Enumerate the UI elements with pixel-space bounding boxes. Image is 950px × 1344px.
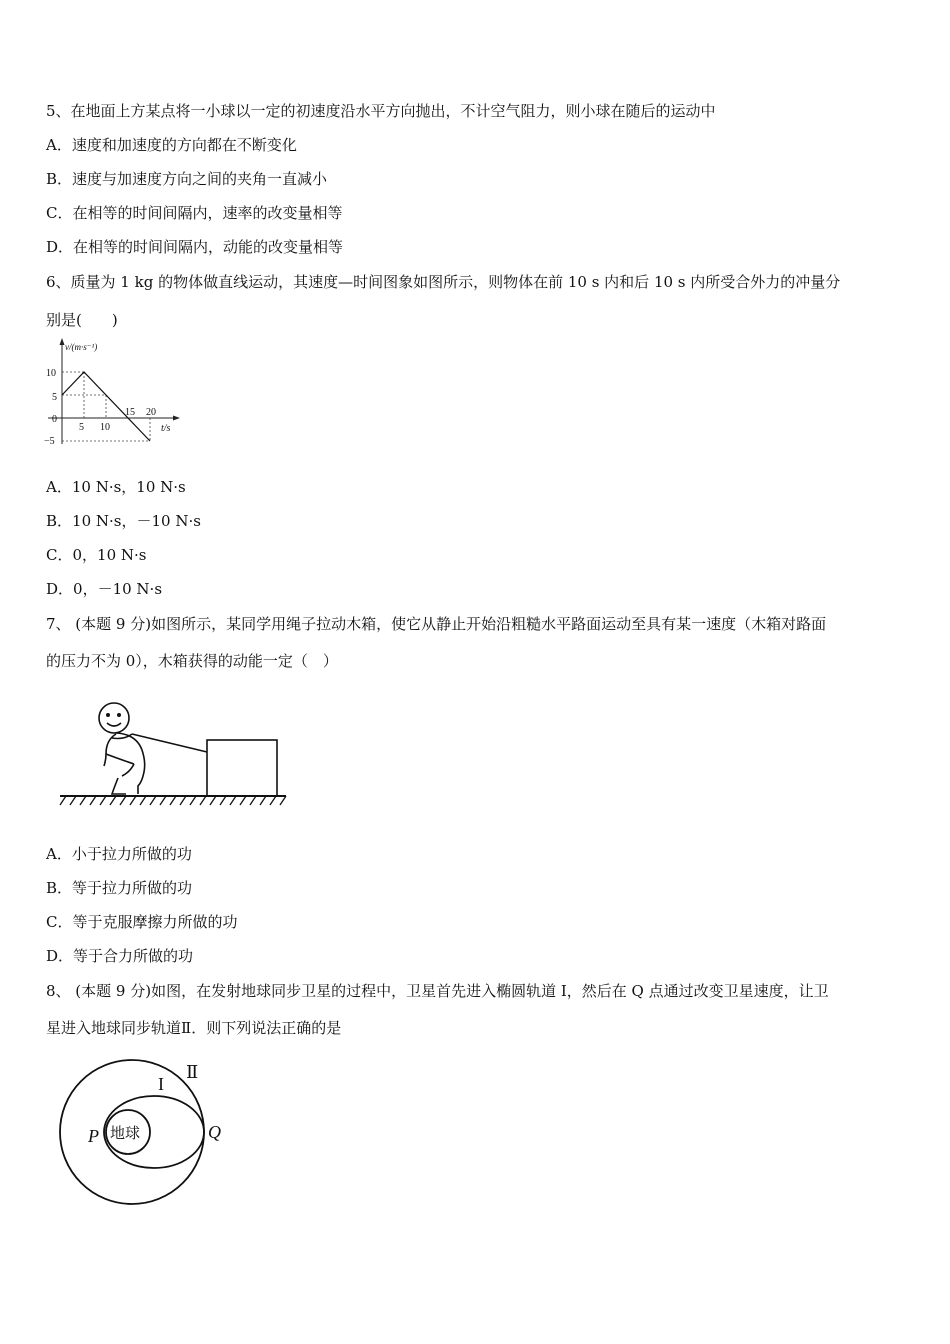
y-tick-0: 0 [52, 414, 57, 425]
x-tick-5: 5 [79, 422, 84, 433]
earth-label: 地球 [110, 1126, 141, 1142]
x-axis-label: t/s [161, 423, 171, 434]
y-tick-neg5: −5 [44, 436, 55, 447]
y-tick-5: 5 [52, 392, 57, 403]
point-p-label: P [88, 1126, 99, 1146]
y-tick-10: 10 [46, 368, 56, 379]
q7-option-d: D．等于合力所做的功 [46, 947, 194, 965]
q7-option-b: B．等于拉力所做的功 [46, 879, 193, 897]
q6-option-c: C．0，10 N·s [46, 546, 147, 564]
q6-stem-line2: 别是( ) [46, 311, 118, 329]
rope [132, 734, 207, 752]
q5-stem: 5、在地面上方某点将一小球以一定的初速度沿水平方向抛出，不计空气阻力，则小球在随后的运动中 [46, 102, 716, 120]
q8-orbit-figure [46, 1050, 246, 1205]
q7-option-c: C．等于克服摩擦力所做的功 [46, 913, 238, 931]
y-axis-label: v/(m·s⁻¹) [65, 342, 98, 352]
q8-stem-line1: 8、 (本题 9 分)如图，在发射地球同步卫星的过程中，卫星首先进入椭圆轨道 I，然后在 Q 点通过改变卫星速度，让卫 [46, 982, 829, 1000]
point-q-label: Q [208, 1122, 221, 1142]
q6-option-a: A．10 N·s，10 N·s [46, 478, 186, 496]
orbit-1-label: I [158, 1074, 164, 1094]
q5-option-d: D．在相等的时间间隔内，动能的改变量相等 [46, 238, 344, 256]
q6-option-d: D．0，－10 N·s [46, 580, 163, 598]
q8-stem-line2: 星进入地球同步轨道Ⅱ．则下列说法正确的是 [46, 1019, 342, 1037]
q6-stem-line1: 6、质量为 1 kg 的物体做直线运动，其速度—时间图象如图所示，则物体在前 10 s 内和后 10 s 内所受合外力的冲量分 [46, 273, 841, 291]
x-tick-15: 15 [125, 407, 135, 418]
q5-option-c: C．在相等的时间间隔内，速率的改变量相等 [46, 204, 343, 222]
orbit-2-label: Ⅱ [186, 1062, 199, 1082]
q7-stem-line1: 7、 (本题 9 分)如图所示，某同学用绳子拉动木箱，使它从静止开始沿粗糙水平路面运动至具有某一速度（木箱对路面 [46, 615, 827, 633]
q7-pulling-box-figure [46, 690, 296, 825]
q6-option-b: B．10 N·s，－10 N·s [46, 512, 201, 530]
x-tick-10: 10 [100, 422, 110, 433]
wooden-box [207, 740, 277, 796]
q7-stem-line2: 的压力不为 0），木箱获得的动能一定（ ） [46, 652, 338, 670]
q6-vt-graph [40, 336, 190, 451]
person-figure [99, 703, 145, 794]
q5-option-b: B．速度与加速度方向之间的夹角一直减小 [46, 170, 328, 188]
q5-option-a: A．速度和加速度的方向都在不断变化 [46, 136, 297, 154]
q7-option-a: A．小于拉力所做的功 [46, 845, 192, 863]
x-tick-20: 20 [146, 407, 156, 418]
